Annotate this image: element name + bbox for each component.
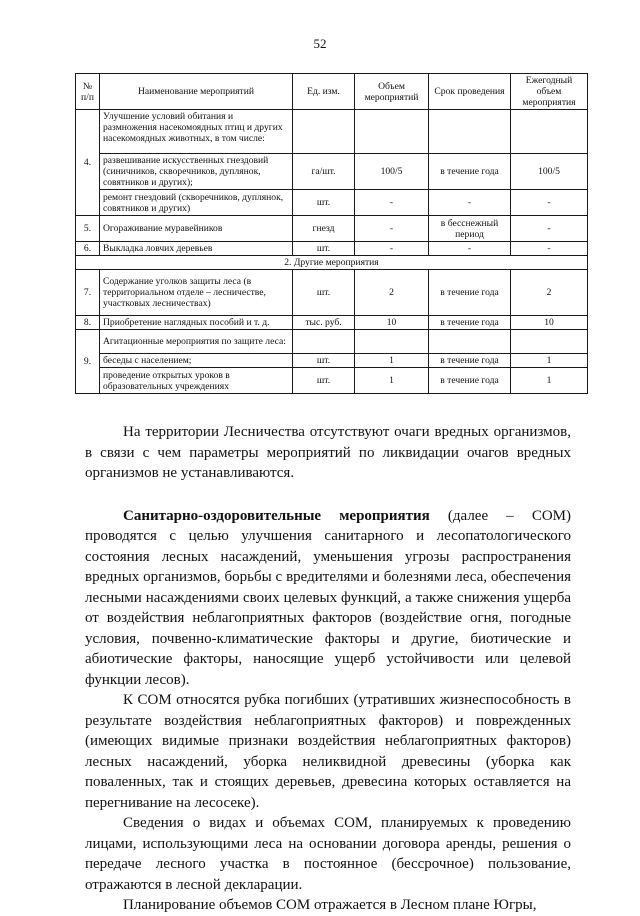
row-num: 4.: [76, 110, 100, 216]
header-term: Срок проведения: [429, 74, 511, 110]
row-name: ремонт гнездовий (скворечников, дуплянок, совятников и других): [100, 190, 293, 216]
row-unit: шт.: [293, 354, 355, 368]
row-unit: шт.: [293, 368, 355, 394]
header-annual: Ежегодный объем мероприятия: [511, 74, 588, 110]
row-annual: -: [511, 216, 588, 242]
paragraph: На территории Лесничества отсутствуют очаги вредных организмов, в связи с чем параметры мероприятий по ликвидации очагов вредных организмов не устанавливаются.: [85, 424, 571, 481]
row-name: проведение открытых уроков в образовательных учреждениях: [100, 368, 293, 394]
table-row: [76, 110, 588, 154]
table-row: [76, 154, 588, 190]
row-volume: -: [355, 242, 429, 256]
table-row: [76, 368, 588, 394]
measures-table: [75, 73, 588, 394]
row-name: беседы с населением;: [100, 354, 293, 368]
row-num: 7.: [76, 270, 100, 316]
header-unit: Ед. изм.: [293, 74, 355, 110]
row-term: в течение года: [429, 368, 511, 394]
row-unit: га/шт.: [293, 154, 355, 190]
row-annual: -: [511, 242, 588, 256]
row-name: Улучшение условий обитания и размножения насекомоядных птиц и других насекомоядных животных, в том числе:: [100, 110, 293, 154]
row-term: в течение года: [429, 270, 511, 316]
section-heading: 2. Другие мероприятия: [76, 256, 588, 270]
row-name: развешивание искусственных гнездовий (синичников, скворечников, дуплянок, совятников и других);: [100, 154, 293, 190]
row-name: Огораживание муравейников: [100, 216, 293, 242]
row-volume: -: [355, 190, 429, 216]
row-term: -: [429, 242, 511, 256]
table-header-row: [76, 74, 588, 110]
header-volume: Объем мероприятий: [355, 74, 429, 110]
table-row: [76, 216, 588, 242]
section-heading-row: [76, 256, 588, 270]
row-unit: шт.: [293, 190, 355, 216]
row-unit: шт.: [293, 270, 355, 316]
row-volume: 2: [355, 270, 429, 316]
row-unit: тыс. руб.: [293, 316, 355, 330]
table-row: [76, 270, 588, 316]
row-volume: -: [355, 216, 429, 242]
body-text: [85, 422, 571, 916]
paragraph-text: (далее – СОМ) проводятся с целью улучшения санитарного и лесопатологического состояния лесных насаждений, уменьшения угрозы распространения вредных организмов, борьбы с вредителями и болезнями леса, обеспечения лесными насаждениями своих целевых функций, а также снижения ущерба от воздействия неблагоприятных факторов (воздействие огня, погодные условия, почвенно-климатические факторы и другие, биотические и абиотические факторы, наносящие ущерб устойчивости или целевой функции лесов).: [85, 507, 572, 688]
row-term: в течение года: [429, 316, 511, 330]
row-name: Агитационные мероприятия по защите леса:: [100, 330, 293, 354]
row-annual: 1: [511, 368, 588, 394]
row-num: 8.: [76, 316, 100, 330]
table-row: [76, 190, 588, 216]
row-unit: шт.: [293, 242, 355, 256]
row-name: Приобретение наглядных пособий и т. д.: [100, 316, 293, 330]
table-row: [76, 316, 588, 330]
row-annual: 1: [511, 354, 588, 368]
row-term: в течение года: [429, 154, 511, 190]
paragraph: Сведения о видах и объемах СОМ, планируемых к проведению лицами, использующими леса на основании договора аренды, решения о передаче лесного участка в постоянное (бессрочное) пользование, отражаются в лесной декларации.: [85, 815, 571, 893]
paragraph: [85, 506, 571, 691]
row-name: Выкладка ловчих деревьев: [100, 242, 293, 256]
table-row: [76, 354, 588, 368]
header-num: № п/п: [76, 74, 100, 110]
row-volume: 1: [355, 368, 429, 394]
row-name: Содержание уголков защиты леса (в территориальном отделе – лесничестве, участковых лесничествах): [100, 270, 293, 316]
paragraph: К СОМ относятся рубка погибших (утративших жизнеспособность в результате воздействия неблагоприятных факторов) и поврежденных (имеющих видимые признаки воздействия неблагоприятных факторов) лесных насаждений, уборка неликвидной древесины (уборка как поваленных, так и стоящих деревьев, древесина которых оставляется на перегнивание на лесосеке).: [85, 692, 571, 811]
row-unit: гнезд: [293, 216, 355, 242]
row-num: 9.: [76, 330, 100, 394]
row-volume: 10: [355, 316, 429, 330]
row-volume: 100/5: [355, 154, 429, 190]
row-term: -: [429, 190, 511, 216]
paragraph: Планирование объемов СОМ отражается в Лесном плане Югры,: [123, 897, 537, 913]
row-annual: 10: [511, 316, 588, 330]
row-annual: -: [511, 190, 588, 216]
row-volume: 1: [355, 354, 429, 368]
row-num: 6.: [76, 242, 100, 256]
term-som: Санитарно-оздоровительные мероприятия: [123, 507, 430, 524]
table-row: [76, 330, 588, 354]
row-annual: 2: [511, 270, 588, 316]
row-num: 5.: [76, 216, 100, 242]
header-name: Наименование мероприятий: [100, 74, 293, 110]
row-term: в течение года: [429, 354, 511, 368]
row-term: в бесснежный период: [429, 216, 511, 242]
page-number: 52: [313, 36, 327, 51]
table-row: [76, 242, 588, 256]
row-annual: 100/5: [511, 154, 588, 190]
